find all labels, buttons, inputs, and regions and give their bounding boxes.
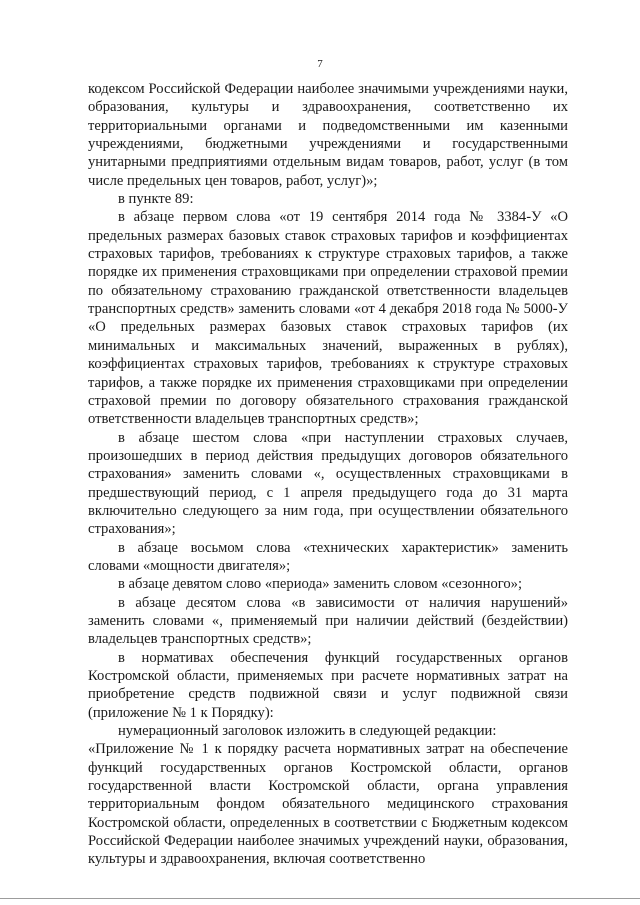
page-number: 7 <box>317 58 323 70</box>
paragraph-item-89: в пункте 89: <box>118 191 194 208</box>
paragraph-heading-change: нумерационный заголовок изложить в следующей редакции: <box>118 723 497 740</box>
scan-bottom-edge <box>0 898 640 899</box>
paragraph-normatives: в нормативах обеспечения функций государственных органов Костромской области, применяемых при расчете нормативных затрат на приобретение средств подвижной связи и услуг подвижной связи (приложение № 1 к Порядку): <box>88 649 568 721</box>
paragraph-sixth-abzac: в абзаце шестом слова «при наступлении страховых случаев, произошедших в период действия предыдущих договоров обязательного страхования» заменить словами «, осуществленных страховщиками в предшествующий период, с 1 апреля предыдущего года до 31 марта включительно следующего за ним года, при осуществлении обязательного страхования»; <box>88 429 568 538</box>
paragraph-appendix-quote: «Приложение № 1 к порядку расчета нормативных затрат на обеспечение функций государственных органов Костромской области, органов государственной власти Костромской области, органа управления территориальным фондом обязательного медицинского страхования Костромской области, определенных в соответствии с Бюджетным кодексом Российской Федерации наиболее значимых учреждений науки, образования, культуры и здравоохранения, включая соответственно <box>88 741 568 868</box>
paragraph-ninth-abzac: в абзаце девятом слово «периода» заменить словом «сезонного»; <box>118 576 523 593</box>
paragraph-eighth-abzac: в абзаце восьмом слова «технических характеристик» заменить словами «мощности двигателя»; <box>88 539 568 574</box>
paragraph-continuation: кодексом Российской Федерации наиболее значимыми учреждениями науки, образования, культуры и здравоохранения, соответственно их территориальными органами и подведомственными им казенными учреждениями, бюджетными учреждениями и государственными унитарными предприятиями отдельным видам товаров, работ, услуг (в том числе предельных цен товаров, работ, услуг)»; <box>88 81 568 189</box>
paragraph-first-abzac: в абзаце первом слова «от 19 сентября 2014 года № 3384-У «О предельных размерах базовых ставок страховых тарифов и коэффициентах страховых тарифов, требованиях к структуре страховых тарифов, а также порядке их применения страховщиками при определении страховой премии по обязательному страхованию гражданской ответственности владельцев транспортных средств» заменить словами «от 4 декабря 2018 года № 5000-У «О предельных размерах базовых ставок страховых тарифов (их минимальных и максимальных значений, выраженных в рублях), коэффициентах страховых тарифов, требованиях к структуре страховых тарифов, а также порядке их применения страховщиками при определении страховой премии по договору обязательного страхования гражданской ответственности владельцев транспортных средств»; <box>88 209 568 428</box>
paragraph-tenth-abzac: в абзаце десятом слова «в зависимости от наличия нарушений» заменить словами «, применяемый при наличии действий (бездействии) владельцев транспортных средств»; <box>88 594 568 648</box>
document-body <box>88 80 568 869</box>
